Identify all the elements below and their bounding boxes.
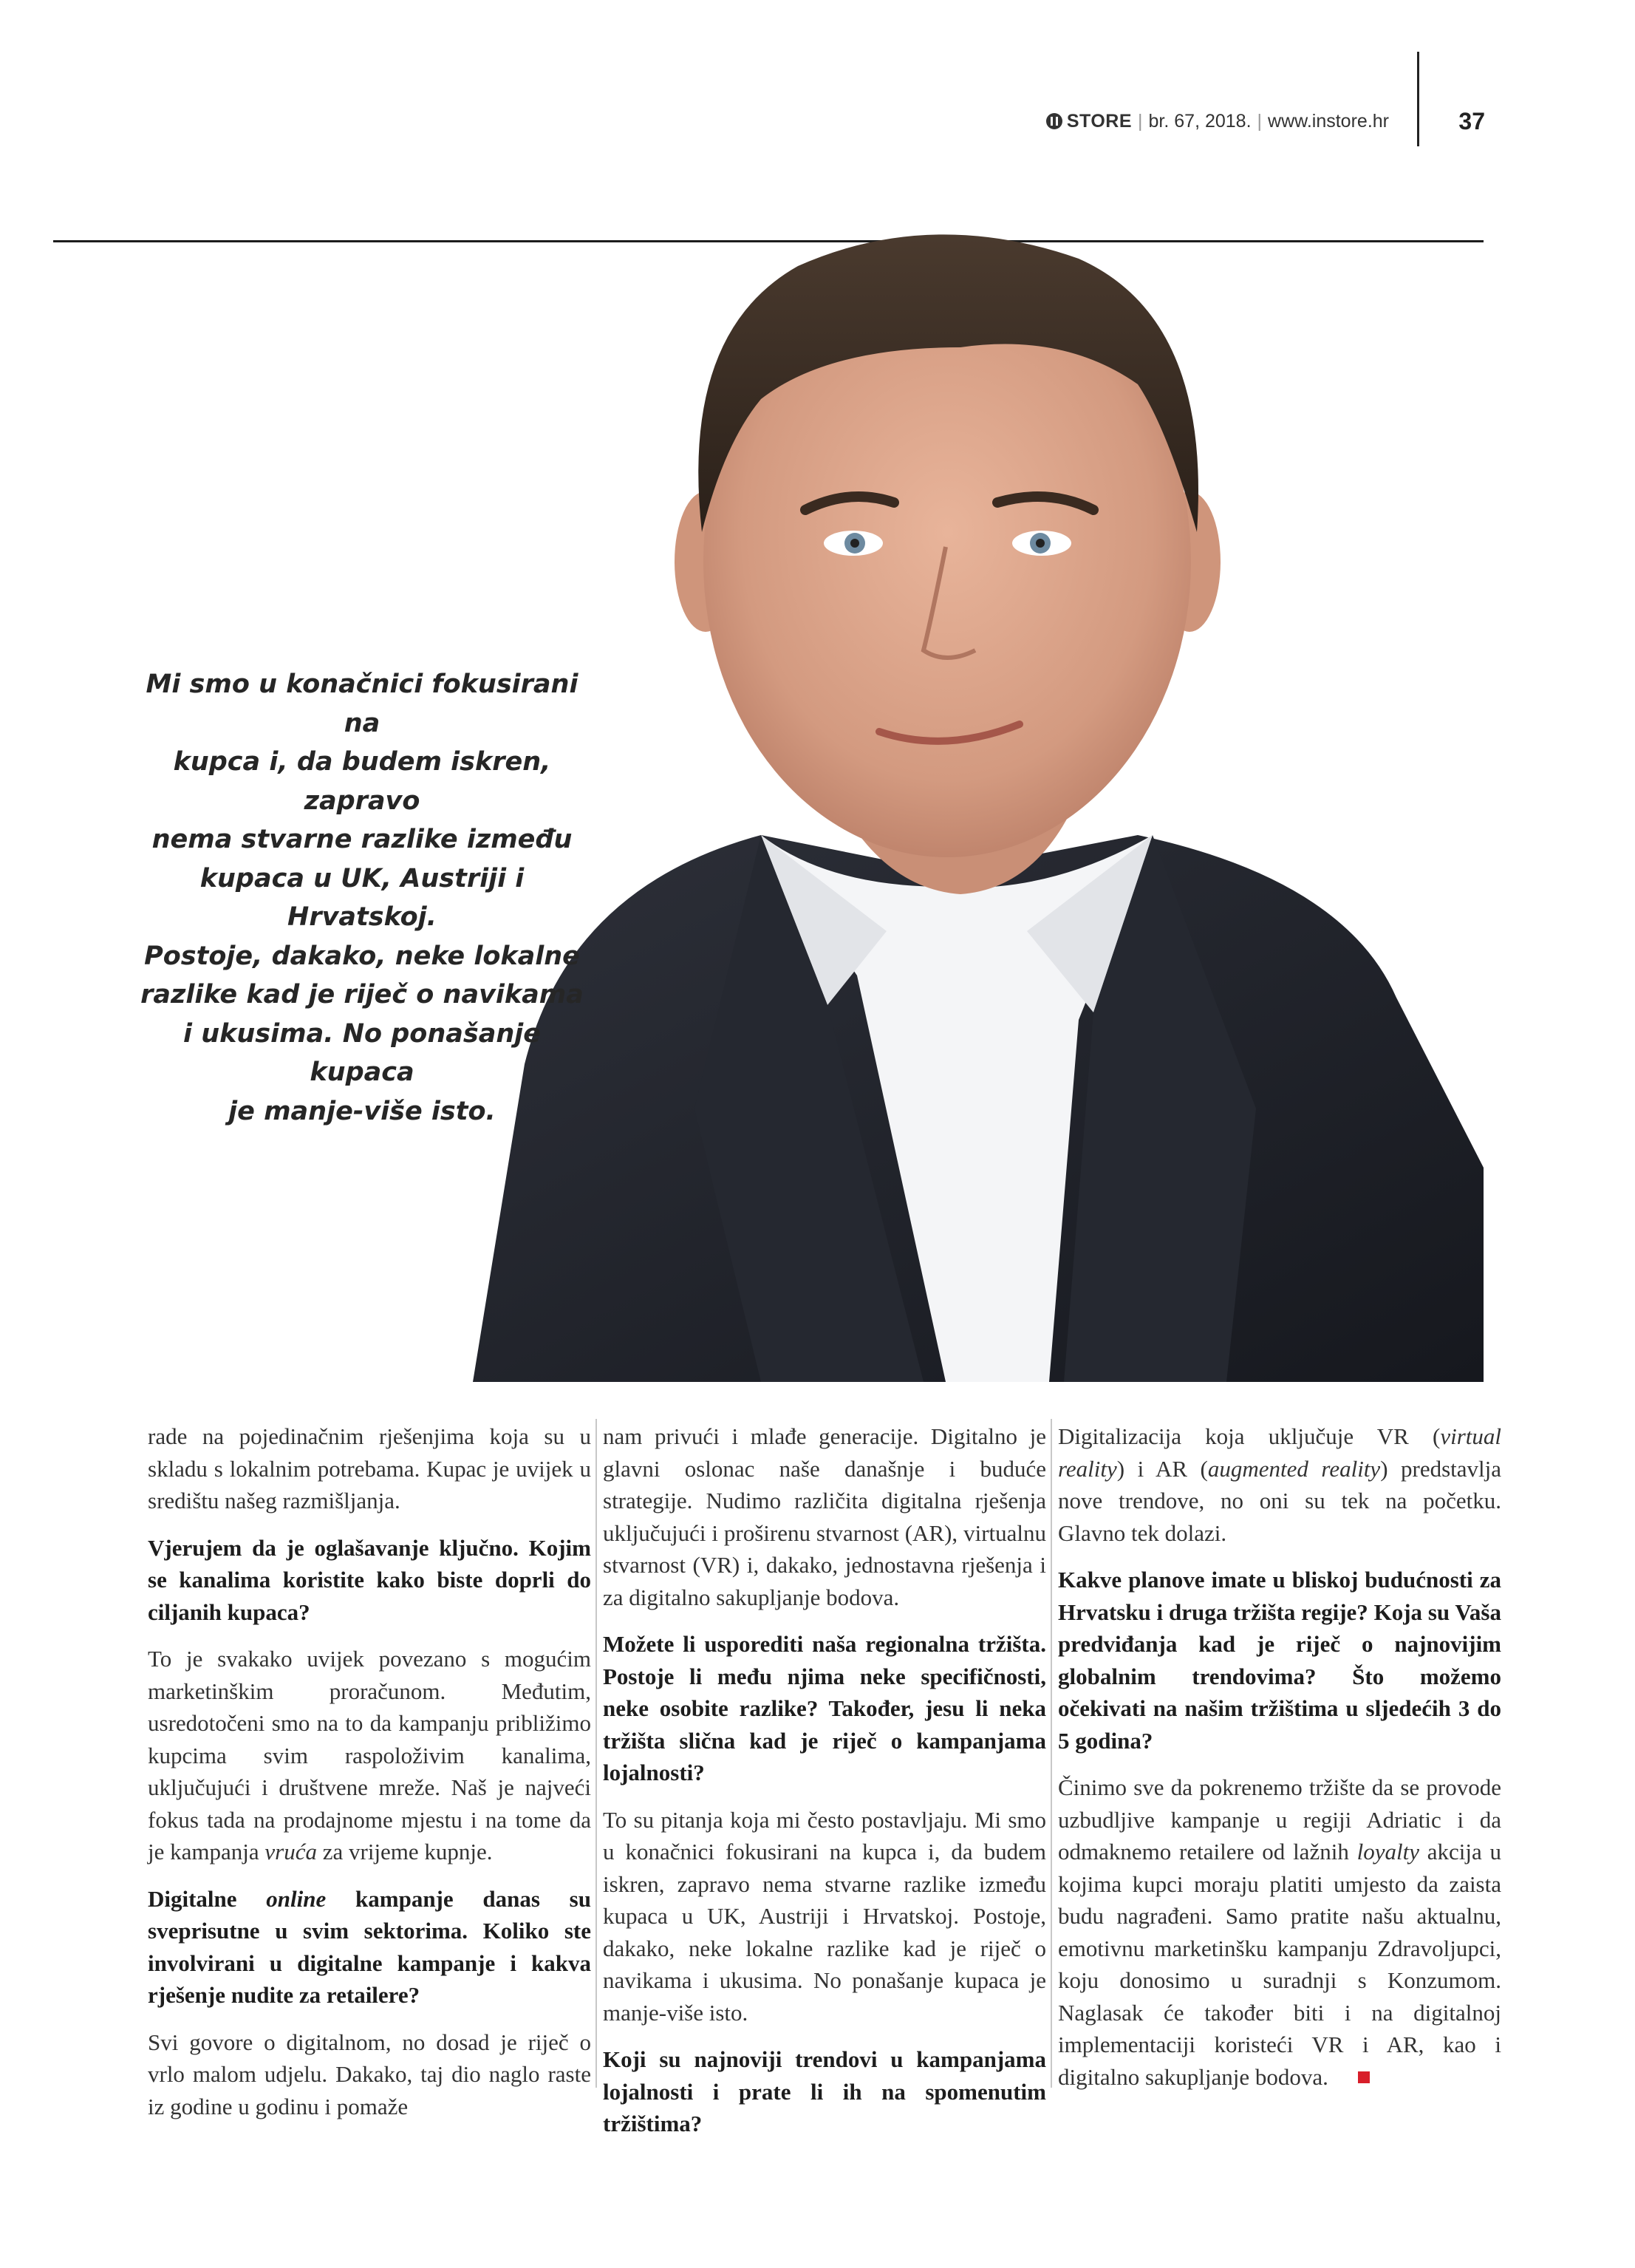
question-paragraph: Koji su najnoviji trendovi u kampanjama lojalnosti i prate li ih na spomenutim tržištima? bbox=[603, 2046, 1046, 2136]
page-number: 37 bbox=[1458, 108, 1485, 134]
article-column-2 bbox=[603, 1420, 1046, 2155]
question-paragraph: Kakve planove imate u bliskoj budućnosti za Hrvatsku i druga tržišta regije? Koja su Vaša predviđanja kad je riječ o najnovijim globalnim trendovima? Što možemo očekivati na našim tržištima u sljedećih 3 do 5 godina? bbox=[1058, 1567, 1501, 1754]
answer-paragraph: Digitalizacija koja uključuje VR (virtual reality) i AR (augmented reality) predstavlja nove trendove, no oni su tek na početku. Glavno tek dolazi. bbox=[1058, 1423, 1502, 1546]
article-column-3 bbox=[1058, 1420, 1501, 2108]
column-divider bbox=[1051, 1419, 1052, 2088]
pull-quote-line: i ukusima. No ponašanje kupaca bbox=[183, 1018, 541, 1087]
pull-quote-line: nema stvarne razlike između bbox=[151, 825, 573, 854]
header-separator: | bbox=[1257, 111, 1263, 132]
pull-quote-line: kupaca u UK, Austriji i Hrvatskoj. bbox=[199, 863, 525, 932]
question-paragraph: Možete li usporediti naša regionalna tržišta. Postoje li među njima neke specifičnosti, neke osobite razlike? Također, jesu li neka tržišta slična kad je riječ o kampanjama lojalnosti? bbox=[603, 1631, 1046, 1785]
end-of-article-mark bbox=[1358, 2071, 1370, 2083]
pull-quote-line: razlike kad je riječ o navikama bbox=[140, 980, 584, 1009]
article-column-1 bbox=[148, 1420, 591, 2137]
answer-paragraph: nam privući i mlađe generacije. Digitalno je glavni oslonac naše današnje i buduće strategije. Nudimo različita digitalna rješenja uključujući i proširenu stvarnost (AR), virtualnu stvarnost (VR) i, dakako, jednostavna rješenja i za digitalno sakupljanje bodova. bbox=[603, 1423, 1046, 1610]
running-header bbox=[1034, 111, 1389, 132]
column-divider bbox=[595, 1419, 597, 2088]
instore-logo-icon bbox=[1046, 113, 1062, 129]
header-vertical-rule bbox=[1417, 52, 1419, 146]
answer-paragraph: rade na pojedinačnim rješenjima koja su u skladu s lokalnim potrebama. Kupac je uvijek u središtu našeg razmišljanja. bbox=[148, 1423, 591, 1513]
issue-label: br. 67, 2018. bbox=[1148, 111, 1252, 132]
pull-quote-line: je manje-više isto. bbox=[228, 1096, 496, 1126]
question-paragraph: Digitalne online kampanje danas su sveprisutne u svim sektorima. Koliko ste involvirani u digitalne kampanje i kakva rješenje nudite za retailere? bbox=[148, 1885, 591, 2008]
answer-paragraph: Činimo sve da pokrenemo tržište da se provode uzbudljive kampanje u regiji Adriatic i da odmaknemo retailere od lažnih loyalty akcija u kojima kupci moraju platiti umjesto da zaista budu nagrađeni. Samo pratite našu aktualnu, emotivnu marketinšku kampanju Zdravoljupci, koju donosimo u suradnji s Konzumom. Naglasak će također biti i na digitalnoj implementaciji koristeći VR i AR, kao i digitalno sakupljanje bodova. bbox=[1058, 1774, 1501, 2090]
answer-paragraph: Svi govore o digitalnom, no dosad je riječ o vrlo malom udjelu. Dakako, taj dio naglo raste iz godine u godinu i pomaže bbox=[148, 2029, 591, 2119]
header-separator: | bbox=[1138, 111, 1143, 132]
pull-quote-line: Postoje, dakako, neke lokalne bbox=[144, 941, 580, 971]
brand-name: STORE bbox=[1066, 111, 1133, 132]
pull-quote-line: Mi smo u konačnici fokusirani na bbox=[146, 670, 578, 738]
pull-quote bbox=[140, 665, 584, 1131]
answer-paragraph: To je svakako uvijek povezano s mogućim marketinškim proračunom. Međutim, usredotočeni smo na to da kampanju približimo kupcima svim raspoloživim kanalima, uključujući i društvene mreže. Naš je najveći fokus tada na prodajnome mjestu i na tome da je kampanja vruća za vrijeme kupnje. bbox=[148, 1646, 591, 1865]
pull-quote-line: kupca i, da budem iskren, zapravo bbox=[173, 747, 551, 816]
website-label: www.instore.hr bbox=[1268, 111, 1389, 132]
question-paragraph: Vjerujem da je oglašavanje ključno. Kojim se kanalima koristite kako biste doprli do ciljanih kupaca? bbox=[148, 1534, 591, 1625]
answer-paragraph: To su pitanja koja mi često postavljaju. Mi smo u konačnici fokusirani na kupca i, da budem iskren, zapravo nema stvarne razlike između kupaca u UK, Austriji i Hrvatskoj. Postoje, dakako, neke lokalne razlike kad je riječ o navikama i ukusima. No ponašanje kupaca je manje-više isto. bbox=[603, 1806, 1046, 2026]
